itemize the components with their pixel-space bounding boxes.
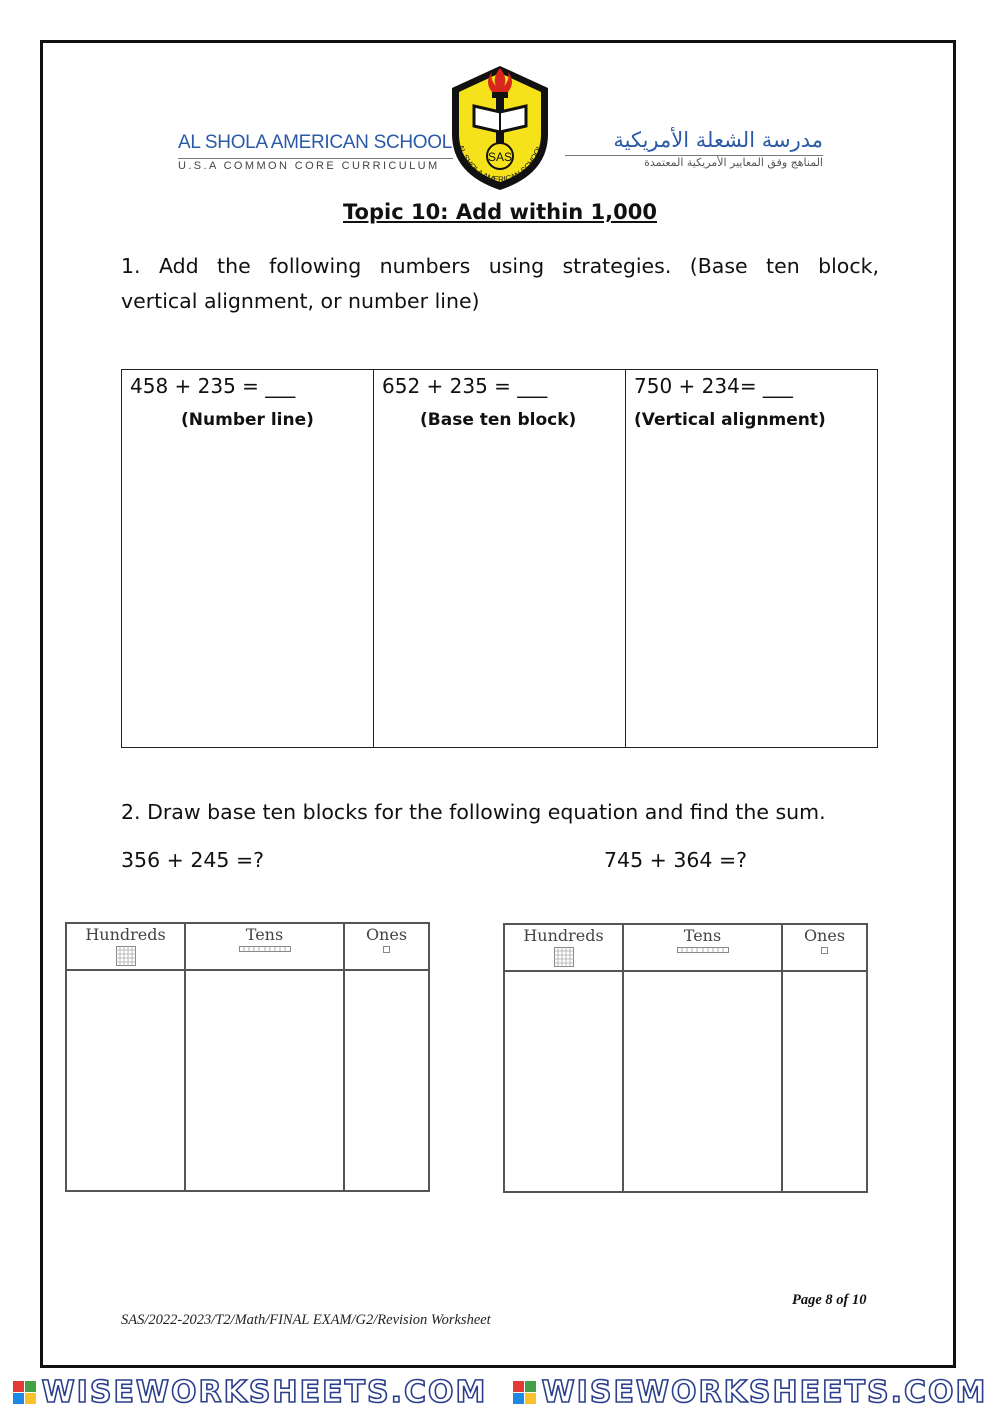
crest-monogram: SAS: [487, 150, 513, 164]
crest-ring-text: AL SHOLA AMERICAN SCHOOL: [455, 143, 545, 185]
hundreds-flat-icon: [554, 947, 574, 967]
curriculum-label: U.S.A COMMON CORE CURRICULUM: [178, 160, 440, 172]
problem-equation: 652 + 235 = ___: [382, 374, 548, 398]
question-1-work-table: [121, 369, 878, 748]
watermark-text: WISEWORKSHEETS.COM: [541, 1375, 988, 1410]
question-1-line-1: 1. Add the following numbers using strategies. (Base ten block,: [121, 254, 879, 278]
school-name-ar: مدرسة الشعلة الأمريكية: [613, 128, 823, 152]
place-value-header: [67, 924, 428, 971]
ones-cube-icon: [821, 947, 828, 954]
column-label: Ones: [365, 925, 408, 944]
strategy-label: (Base ten block): [420, 410, 577, 430]
watermark-text: WISEWORKSHEETS.COM: [41, 1375, 488, 1410]
page-title: Topic 10: Add within 1,000: [343, 200, 657, 224]
watermark-banner: [0, 1372, 1000, 1413]
tens-work-area[interactable]: [624, 972, 783, 1191]
place-value-table-2: [503, 923, 868, 1193]
watermark-logo-icon: [13, 1381, 36, 1404]
tens-work-area[interactable]: [186, 971, 345, 1190]
problem-equation: 458 + 235 = ___: [130, 374, 296, 398]
ones-work-area[interactable]: [345, 971, 428, 1190]
curriculum-label-ar: المناهج وفق المعايير الأمريكية المعتمدة: [644, 156, 823, 169]
ones-header: [783, 925, 866, 970]
place-value-header: [505, 925, 866, 972]
hundreds-flat-icon: [116, 946, 136, 966]
tens-rod-icon: [239, 946, 291, 952]
tens-rod-icon: [677, 947, 729, 953]
school-name-arabic: [565, 128, 823, 169]
work-cell-vertical-alignment[interactable]: [626, 370, 877, 747]
work-cell-base-ten-block[interactable]: [374, 370, 626, 747]
column-label: Ones: [803, 926, 846, 945]
column-label: Hundreds: [85, 925, 166, 944]
place-value-table-1: [65, 922, 430, 1192]
school-name: AL SHOLA AMERICAN SCHOOL: [178, 132, 453, 153]
strategy-label: (Vertical alignment): [634, 410, 826, 430]
ones-cube-icon: [383, 946, 390, 953]
tens-header: [624, 925, 783, 970]
column-label: Tens: [245, 925, 284, 944]
tens-header: [186, 924, 345, 969]
document-reference: SAS/2022-2023/T2/Math/FINAL EXAM/G2/Revision Worksheet: [121, 1312, 491, 1328]
hundreds-header: [67, 924, 186, 969]
column-label: Tens: [683, 926, 722, 945]
work-cell-number-line[interactable]: [122, 370, 374, 747]
hundreds-work-area[interactable]: [67, 971, 186, 1190]
question-2-text: 2. Draw base ten blocks for the following equation and find the sum.: [121, 800, 826, 824]
place-value-body: [505, 972, 866, 1191]
equation-1: 356 + 245 =?: [121, 848, 265, 872]
watermark-item: [513, 1375, 988, 1410]
problem-equation: 750 + 234= ___: [634, 374, 793, 398]
header-rule: [178, 158, 453, 159]
school-name-english: [178, 132, 453, 172]
hundreds-work-area[interactable]: [505, 972, 624, 1191]
watermark-logo-icon: [513, 1381, 536, 1404]
column-label: Hundreds: [523, 926, 604, 945]
strategy-label: (Number line): [181, 410, 314, 430]
ones-work-area[interactable]: [783, 972, 866, 1191]
place-value-body: [67, 971, 428, 1190]
equation-2: 745 + 364 =?: [604, 848, 748, 872]
ones-header: [345, 924, 428, 969]
question-1-line-2: vertical alignment, or number line): [121, 289, 480, 313]
question-1-text: [121, 249, 879, 319]
school-crest-logo: [444, 62, 556, 194]
watermark-item: [13, 1375, 488, 1410]
page-number: Page 8 of 10: [792, 1292, 867, 1308]
hundreds-header: [505, 925, 624, 970]
